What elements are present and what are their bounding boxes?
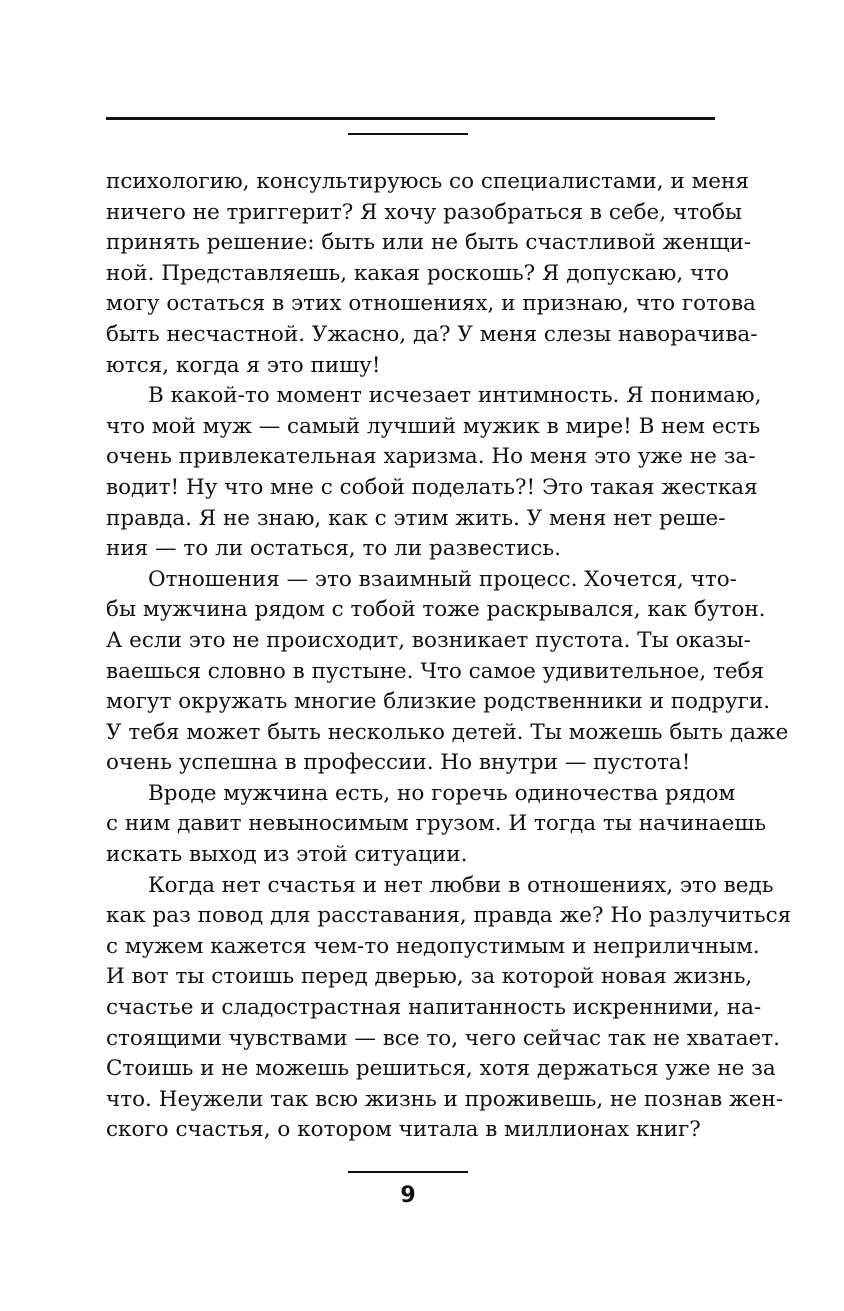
text-line: могу остаться в этих отношениях, и признаю, что готова (106, 291, 756, 317)
paragraph (106, 871, 792, 1146)
text-line: могут окружать многие близкие родственники и подруги. (106, 689, 771, 715)
text-line: водит! Ну что мне с собой поделать?! Это такая жесткая (106, 474, 758, 500)
text-line: Отношения — это взаимный процесс. Хочется, что- (148, 566, 737, 592)
text-line: ния — то ли остаться, то ли развестись. (106, 536, 561, 562)
text-line: В какой-то момент исчезает интимность. Я понимаю, (148, 383, 762, 409)
paragraph (106, 779, 767, 871)
text-line: принять решение: быть или не быть счастливой женщи- (106, 230, 752, 256)
paragraph (106, 381, 762, 565)
text-line: правда. Я не знаю, как с этим жить. У меня нет реше- (106, 505, 726, 531)
text-line: ются, когда я это пишу! (106, 352, 381, 378)
text-line: искать выход из этой ситуации. (106, 842, 468, 868)
text-line: психологию, консультируюсь со специалистами, и меня (106, 169, 749, 194)
text-line: И вот ты стоишь перед дверью, за которой новая жизнь, (106, 964, 753, 990)
page-body-text (106, 167, 792, 1146)
text-line: что. Неужели так всю жизнь и проживешь, не познав жен- (106, 1086, 784, 1112)
footer-short-rule (348, 1171, 468, 1173)
text-line: Стоишь и не можешь решиться, хотя держаться уже не за (106, 1056, 776, 1082)
text-line: ваешься словно в пустыне. Что самое удивительное, тебя (106, 658, 765, 684)
text-line: как раз повод для расставания, правда же? Но разлучиться (106, 903, 792, 929)
header-rule (106, 117, 715, 120)
text-line: что мой муж — самый лучший мужик в мире! В нем есть (106, 413, 761, 439)
header-short-rule (348, 133, 468, 135)
text-line: ского счастья, о котором читала в миллионах книг? (106, 1117, 701, 1143)
text-line: стоящими чувствами — все то, чего сейчас так не хватает. (106, 1025, 780, 1051)
text-line: У тебя может быть несколько детей. Ты можешь быть даже (106, 719, 789, 745)
text-line: с ним давит невыносимым грузом. И тогда ты начинаешь (106, 811, 767, 837)
text-line: бы мужчина рядом с тобой тоже раскрывался, как бутон. (106, 597, 766, 623)
text-line: очень успешна в профессии. Но внутри — пустота! (106, 750, 691, 776)
text-line: счастье и сладострастная напитанность искренними, на- (106, 995, 762, 1021)
text-line: А если это не происходит, возникает пустота. Ты оказы- (106, 627, 751, 653)
text-line: ничего не триггерит? Я хочу разобраться в себе, чтобы (106, 199, 743, 225)
text-line: Вроде мужчина есть, но горечь одиночества рядом (148, 780, 736, 806)
text-line: ной. Представляешь, какая роскошь? Я допускаю, что (106, 260, 730, 286)
page-number: 9 (400, 1183, 416, 1208)
text-line: с мужем кажется чем-то недопустимым и неприличным. (106, 933, 760, 959)
text-line: Когда нет счастья и нет любви в отношениях, это ведь (148, 872, 774, 898)
text-line: быть несчастной. Ужасно, да? У меня слезы наворачива- (106, 321, 758, 347)
paragraph (106, 565, 789, 779)
paragraph (106, 167, 758, 381)
text-line: очень привлекательная харизма. Но меня это уже не за- (106, 444, 756, 470)
